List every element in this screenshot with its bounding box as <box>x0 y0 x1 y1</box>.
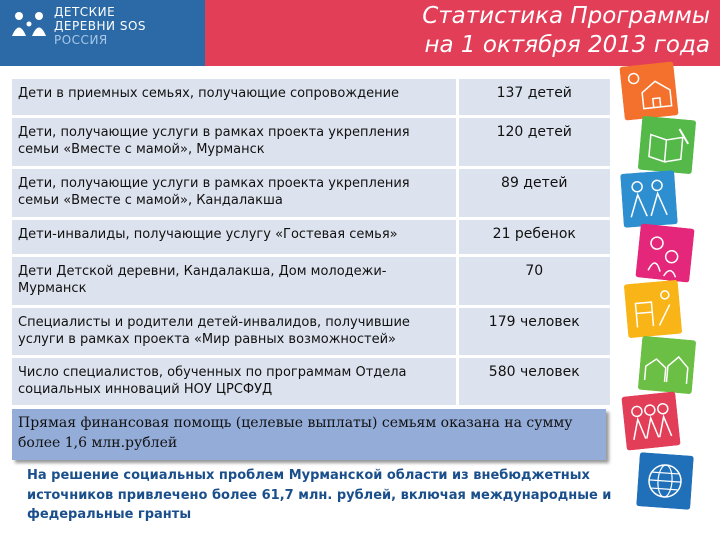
row-label: Дети, получающие услуги в рамках проекта укрепления семьи «Вместе с мамой», Мурманск <box>12 116 457 167</box>
finance-box: Прямая финансовая помощь (целевые выплаты) семьям оказана на сумму более 1,6 млн.рублей <box>12 409 606 460</box>
statistics-table <box>12 79 610 408</box>
logo-text <box>54 5 146 47</box>
village-icon <box>638 336 697 395</box>
row-value: 580 человек <box>457 356 610 406</box>
table-row <box>12 116 610 167</box>
logo-line-2: ДЕРЕВНИ SOS <box>54 19 147 33</box>
row-label: Дети, получающие услуги в рамках проекта укрепления семьи «Вместе с мамой», Кандалакша <box>12 167 457 218</box>
row-value: 89 детей <box>457 167 610 218</box>
row-value: 70 <box>457 255 610 306</box>
row-value: 137 детей <box>457 79 610 116</box>
table-row <box>12 79 610 116</box>
children-icon <box>635 223 694 282</box>
row-label: Дети-инвалиды, получающие услугу «Гостевая семья» <box>12 218 457 255</box>
table-row <box>12 218 610 255</box>
title-block <box>205 0 720 66</box>
people-icon <box>621 391 680 450</box>
table-row <box>12 255 610 306</box>
playground-icon <box>624 280 683 339</box>
table-row <box>12 167 610 218</box>
row-value: 179 человек <box>457 306 610 356</box>
title-line-2: на 1 октября 2013 года <box>424 32 710 58</box>
family-icon <box>620 170 678 228</box>
funding-note: На решение социальных проблем Мурманской области из внебюджетных источников привлечено более 61,7 млн. рублей, включая международные и федеральные гранты <box>27 468 612 522</box>
row-label: Дети в приемных семьях, получающие сопровождение <box>12 79 457 116</box>
row-value: 21 ребенок <box>457 218 610 255</box>
table-row <box>12 306 610 356</box>
sos-logo-icon <box>10 10 48 38</box>
page-title <box>422 2 710 60</box>
row-label: Специалисты и родители детей-инвалидов, получившие услуги в рамках проекта «Мир равных возможностей» <box>12 306 457 356</box>
row-label: Число специалистов, обученных по программам Отдела социальных инноваций НОУ ЦРСФУД <box>12 356 457 406</box>
header <box>0 0 720 66</box>
logo-line-3: РОССИЯ <box>54 33 108 47</box>
globe-icon <box>636 452 694 510</box>
table-row <box>12 356 610 406</box>
title-line-1: Статистика Программы <box>422 3 710 29</box>
book-pen-icon <box>638 116 697 175</box>
row-value: 120 детей <box>457 116 610 167</box>
logo-line-1: ДЕТСКИЕ <box>54 5 116 19</box>
house-sun-icon <box>619 61 678 120</box>
logo-block <box>0 0 205 66</box>
row-label: Дети Детской деревни, Кандалакша, Дом молодежи-Мурманск <box>12 255 457 306</box>
